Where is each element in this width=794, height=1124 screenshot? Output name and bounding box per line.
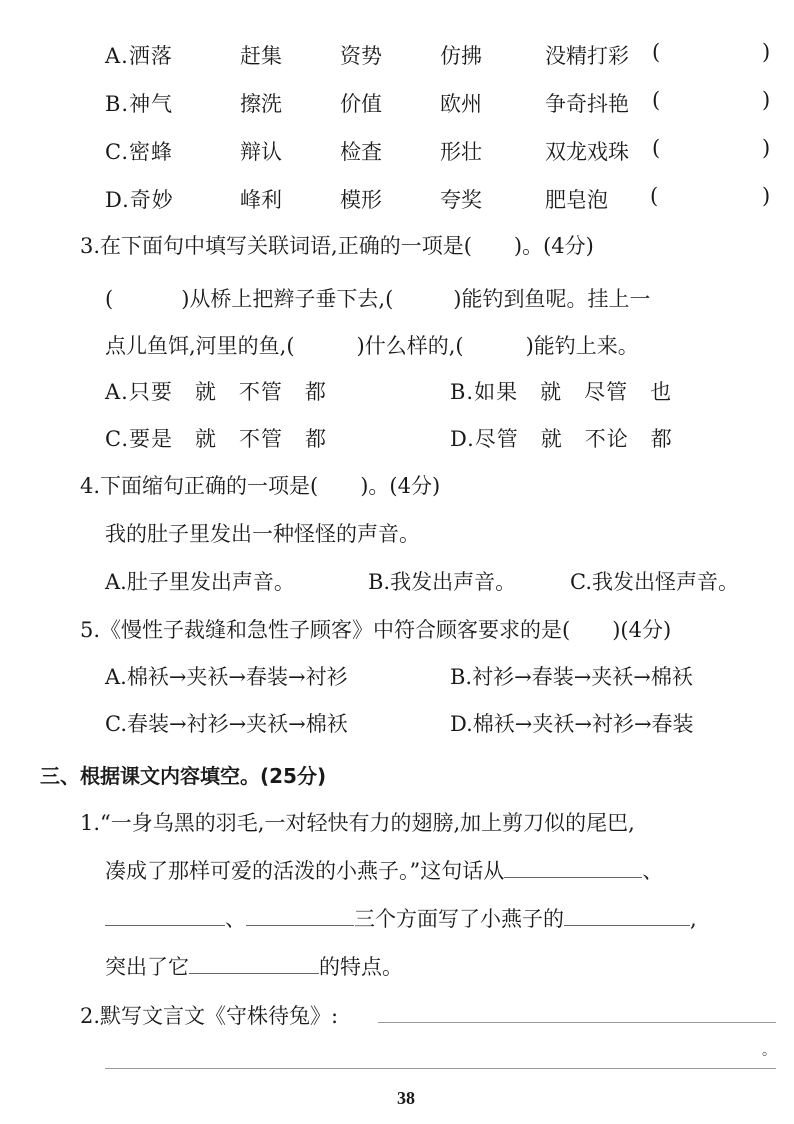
q3-option-c: C.要是 就 不管 都: [105, 427, 327, 451]
q3-option-b: B.如果 就 尽管 也: [450, 380, 673, 404]
word-item: 辩认: [240, 140, 282, 164]
answer-paren-open[interactable]: (: [652, 136, 661, 160]
q4-option-a: A.肚子里发出声音。: [105, 570, 295, 594]
page-number: 38: [397, 1088, 415, 1108]
answer-paren-open[interactable]: (: [652, 88, 661, 112]
q3-line1: ( )从桥上把辫子垂下去,( )能钓到鱼呢。挂上一: [105, 287, 651, 311]
word-item: 擦洗: [240, 92, 282, 116]
s3-q2-end: 。: [762, 1043, 776, 1059]
answer-blank[interactable]: [504, 876, 642, 878]
q3-line2: 点儿鱼饵,河里的鱼,( )什么样的,( )能钓上来。: [105, 334, 639, 358]
q4-option-c: C.我发出怪声音。: [570, 570, 739, 594]
answer-paren-close: ): [762, 136, 771, 160]
option-label: D.奇妙: [105, 188, 174, 212]
q5-option-c: C.春装→衬衫→夹袄→棉袄: [105, 712, 348, 736]
answer-blank[interactable]: [246, 924, 354, 926]
answer-blank[interactable]: [105, 924, 225, 926]
s3-q1-line1: 1.“一身乌黑的羽毛,一对轻快有力的翅膀,加上剪刀似的尾巴,: [80, 811, 635, 835]
word-item: 争奇抖艳: [545, 92, 629, 116]
s3-q1-line4: 突出了它 的特点。: [105, 955, 403, 979]
word-item: 价值: [340, 92, 382, 116]
s3-q1-line3: 、 三个方面写了小燕子的 ,: [105, 903, 697, 933]
word-item: 欧州: [440, 92, 482, 116]
q3-option-d: D.尽管 就 不论 都: [450, 427, 673, 451]
word-item: 检査: [340, 140, 382, 164]
answer-paren-open[interactable]: (: [650, 184, 659, 208]
word-item: 夸奖: [440, 188, 482, 212]
q4-option-b: B.我发出声音。: [368, 570, 517, 594]
answer-blank[interactable]: [189, 972, 319, 974]
answer-paren-close: ): [762, 184, 771, 208]
word-item: 模形: [340, 188, 382, 212]
q3-option-a: A.只要 就 不管 都: [105, 380, 327, 404]
answer-paren-close: ): [762, 40, 771, 64]
word-item: 资势: [340, 44, 382, 68]
q4-stem: 4.下面缩句正确的一项是( )。(4分): [80, 474, 441, 498]
word-item: 峰利: [240, 188, 282, 212]
q5-option-a: A.棉袄→夹袄→春装→衬衫: [105, 665, 348, 689]
q5-option-d: D.棉袄→夹袄→衬衫→春装: [450, 712, 694, 736]
section-title: 三、根据课文内容填空。(25分): [40, 764, 327, 788]
answer-blank[interactable]: [564, 924, 690, 926]
option-label: C.密蜂: [105, 140, 173, 164]
q4-sentence: 我的肚子里发出一种怪怪的声音。: [105, 522, 420, 546]
option-label: A.洒落: [105, 44, 173, 68]
writing-line[interactable]: [105, 1068, 776, 1069]
s3-q2-stem: 2.默写文言文《守株待兔》:: [80, 1004, 339, 1028]
answer-paren-open[interactable]: (: [652, 40, 661, 64]
word-item: 肥皂泡: [545, 188, 608, 212]
word-item: 仿拂: [440, 44, 482, 68]
option-label: B.神气: [105, 92, 174, 116]
word-item: 形壮: [440, 140, 482, 164]
q5-option-b: B.衬衫→春装→夹袄→棉袄: [450, 665, 693, 689]
answer-paren-close: ): [762, 88, 771, 112]
word-item: 双龙戏珠: [545, 140, 629, 164]
q5-stem: 5.《慢性子裁缝和急性子顾客》中符合顾客要求的是( )(4分): [80, 618, 672, 642]
q3-stem: 3.在下面句中填写关联词语,正确的一项是( )。(4分): [80, 234, 594, 258]
writing-line[interactable]: [378, 1022, 776, 1023]
s3-q1-line2: 凑成了那样可爱的活泼的小燕子。”这句话从 、: [105, 859, 664, 883]
word-item: 没精打彩: [545, 44, 629, 68]
word-item: 赶集: [240, 44, 282, 68]
